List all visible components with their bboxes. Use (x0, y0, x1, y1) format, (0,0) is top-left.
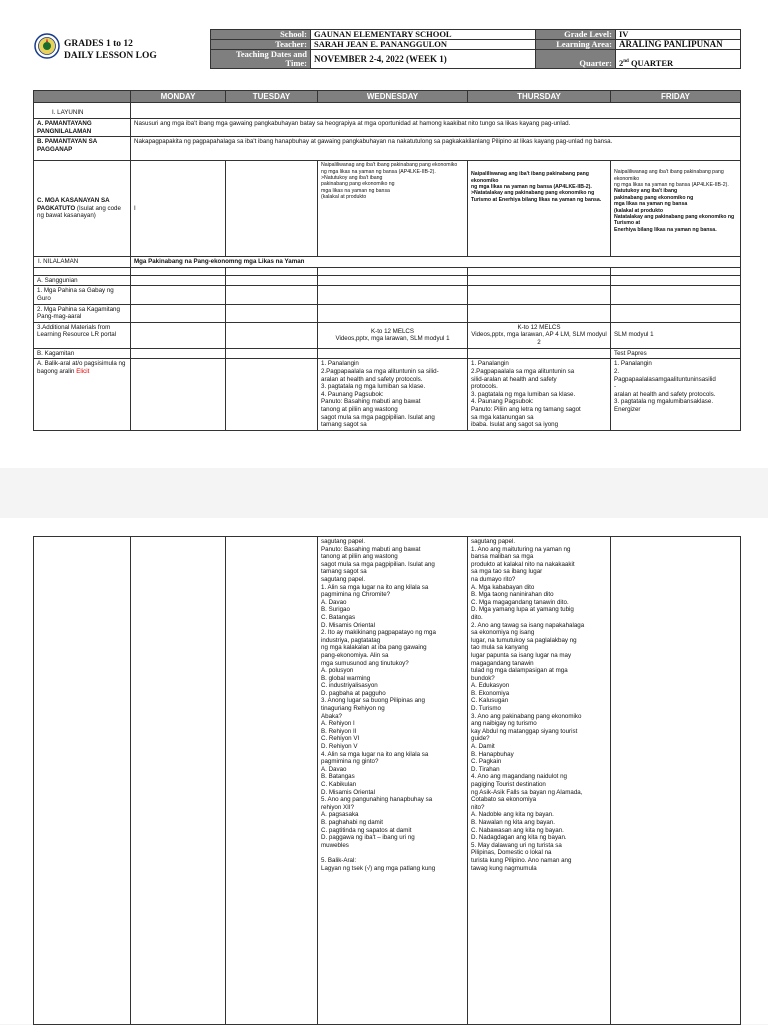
wednesday-question-line: 3. Anong lugar sa buong Pilipinas ang (321, 697, 425, 705)
thursday-question-line: sa mga tao sa ibang lugar (471, 568, 543, 576)
wednesday-question-line: C. Batangas (321, 613, 356, 621)
kasanayan-thu-line: ng mga likas na yaman ng bansa (AP4LKE-IIB-2). (471, 184, 592, 190)
day-header-monday: MONDAY (131, 91, 226, 103)
thursday-question-line: C. Kalusugan (471, 697, 509, 705)
wednesday-question-line: muwebles (321, 841, 349, 849)
thursday-question-line: bundok? (471, 674, 495, 682)
thursday-question-line: guide? (471, 735, 490, 743)
kasanayan-thu-line: >Natatalakay ang pakinabang pang ekonomiko ng Turismo at Enerhiya bilang likas na yaman ng bansa. (471, 190, 602, 203)
row-label-additional-materials: 3.Additional Materials from Learning Resource LR portal (34, 322, 131, 348)
balik-wed-line: tanong at piliin ang wastong (321, 405, 398, 413)
wednesday-question-line: sagutang papel. (321, 538, 366, 545)
wednesday-question-line: sagutang papel. (321, 575, 366, 583)
balik-wed-line: aralan at health and safety protocols. (321, 375, 423, 383)
thursday-question-line: A. Edukasyon (471, 682, 510, 690)
thursday-question-line: magagandang tanawin (471, 659, 534, 667)
thursday-question-line: D. Turismo (471, 705, 501, 713)
thursday-question-line: C. Mga magagandang tanawin dito. (471, 598, 569, 606)
balik-fri-line: - (614, 383, 617, 391)
title-line-1: GRADES 1 to 12 (64, 39, 133, 49)
balik-fri-line: Pagpapaalalasamgaalituntuninsasilid (614, 375, 716, 383)
balik-thu-line: 2.Pagpapaalala sa mga alituntunin sa (471, 367, 575, 375)
wednesday-question-line: Lagyan ng tsek (√) ang mga patlang kung (321, 864, 436, 872)
teaching-dates-value: NOVEMBER 2-4, 2022 (WEEK 1) (311, 50, 536, 69)
kasanayan-thu-line: Naipaliliwanag ang iba't ibang pakinabang pang ekonomiko (471, 171, 589, 184)
balik-thu-line: protocols. (471, 383, 498, 391)
balik-wed-line: 1. Panalangin (321, 360, 359, 368)
lesson-plan-table-continued (33, 536, 741, 1025)
thursday-question-line: sa ekonomiya ng isang (471, 629, 535, 637)
quarter-label: Quarter: (536, 50, 616, 69)
thursday-question-line: na dumayo rito? (471, 575, 516, 583)
kasanayan-thursday (468, 161, 611, 257)
wednesday-question-line: A. Davao (321, 598, 347, 606)
thursday-question-line: C. Nabawasan ang kita ng bayan. (471, 826, 564, 834)
wednesday-question-line: 1. Alin sa mga lugar na ito ang kilala sa (321, 583, 429, 591)
thursday-question-line: A. Damit (471, 743, 495, 751)
thursday-question-line: D. Nadagdagan ang kita ng bayan. (471, 834, 567, 842)
thursday-question-line: 5. May dalawang uri ng turista sa (471, 841, 562, 849)
kasanayan-fri-line: Natatalakay ang pakinabang pang ekonomiko ng Turismo at (614, 214, 735, 227)
thursday-question-line: A. Nadoble ang kita ng bayan. (471, 811, 554, 819)
title-line-2: DAILY LESSON LOG (64, 51, 157, 61)
balik-aral-thursday (468, 359, 611, 431)
quarter-number: 2 (619, 58, 624, 68)
kasanayan-monday: I (131, 161, 226, 257)
test-questions-wednesday (318, 537, 468, 1025)
thursday-question-line: bansa maliban sa mga (471, 553, 534, 561)
wednesday-question-line: D. pagbaha at pagguho (321, 689, 386, 697)
grade-level-label: Grade Level: (536, 30, 616, 40)
thursday-question-line: ang naibigay ng turismo (471, 720, 537, 728)
wednesday-question-line: tamang sagot sa (321, 568, 367, 576)
balik-thu-line: ibaba. Isulat ang sagot sa iyong (471, 421, 559, 429)
test-questions-thursday (468, 537, 611, 1025)
wednesday-question-line: 5. Balik-Aral: (321, 856, 357, 864)
wednesday-question-line: industriya, pagtatatag (321, 636, 381, 644)
thursday-question-line: kay Abdul ng matanggap siyang tourist (471, 727, 578, 735)
section-layunin: I. LAYUNIN (34, 103, 131, 119)
balik-wed-line: 3. pagtatala ng mga lumiban sa klase. (321, 383, 426, 391)
pamantayan-sa-pagganap-text: Nakapagpapakita ng pagpapahalaga sa iba't ibang hanapbuhay at gawaing pangkabuhayan na nakatutulong sa pagkakakilanlang Pilipino at likas kayang pag-unlad ng bansa. (131, 137, 741, 161)
wednesday-question-line: B. Batangas (321, 773, 355, 781)
balik-fri-line: aralan at health and safety protocols. (614, 390, 716, 398)
wednesday-question-line: B. Rehiyon II (321, 727, 357, 735)
wednesday-question-line: D. Misamis Oriental (321, 621, 375, 629)
kasanayan-wed-line: mga likas na yaman ng bansa (321, 187, 390, 194)
thursday-question-line: C. Pagkain (471, 758, 502, 766)
row-label-gabay-ng-guro: 1. Mga Pahina sa Gabay ng Guro (34, 286, 131, 304)
materials-thursday: K-to 12 MELCS Videos,pptx, mga larawan, AP 4 LM, SLM modyul 2 (468, 322, 611, 348)
wednesday-question-line: Panuto: Basahing mabuti ang bawat (321, 545, 421, 553)
thursday-question-line: D. Tirahan (471, 765, 500, 773)
quarter-suffix: nd (623, 59, 629, 65)
school-value: GAUNAN ELEMENTARY SCHOOL (311, 30, 536, 40)
section-kagamitan: B. Kagamitan (34, 348, 131, 359)
kasanayan-wed-line: ng mga likas na yaman ng bansa (AP4LKE-IIB-2). (321, 168, 436, 175)
wednesday-question-line: rehiyon XII? (321, 803, 355, 811)
wednesday-question-line: mga sumusunod ang tinutukoy? (321, 659, 409, 667)
wednesday-question-line: pagmimina ng ginto? (321, 758, 379, 766)
day-header-tuesday: TUESDAY (226, 91, 318, 103)
kasanayan-friday (611, 161, 741, 257)
thursday-question-line: B. Ekonomiya (471, 689, 510, 697)
wednesday-question-line: 4. Alin sa mga lugar na ito ang kilala sa (321, 750, 429, 758)
kasanayan-wed-line: (kalakal at produkto (321, 194, 367, 201)
thursday-question-line: B. Nawalan ng kita ang bayan. (471, 818, 555, 826)
thursday-question-line: tao mula sa kanyang (471, 644, 529, 652)
day-header-friday: FRIDAY (611, 91, 741, 103)
document-page-2 (0, 518, 768, 1024)
wednesday-question-line: sagot mula sa mga pagpipilian. Isulat ang (321, 560, 435, 568)
thursday-question-line: A. Mga kababayan dito (471, 583, 535, 591)
balik-fri-line: Energizer (614, 405, 641, 413)
document-title (64, 38, 157, 62)
wednesday-question-line: C. Rehiyon VI (321, 735, 360, 743)
wednesday-question-line: 5. Ano ang pangunahing hanapbuhay sa (321, 796, 433, 804)
thursday-question-line: Pilipinas, Domestic o lokal na (471, 849, 552, 857)
wednesday-question-line: ng mga kalakalan at iba pang gawaing (321, 644, 427, 652)
thursday-question-line: lugar, na tumutukoy sa paglalakbay ng (471, 636, 577, 644)
thursday-question-line: nito? (471, 803, 485, 811)
nilalaman-text: Mga Pakinabang na Pang-ekonomng mga Likas na Yaman (131, 257, 741, 268)
balik-wed-line: Panuto: Basahing mabuti ang bawat (321, 398, 421, 406)
wednesday-question-line (321, 849, 464, 857)
dates-label-line-2: Time: (285, 58, 307, 68)
wednesday-question-line: B. paghahabi ng damit (321, 818, 383, 826)
kasanayan-wed-line: Naipaliliwanag ang iba't ibang pakinabang pang ekonomiko (321, 162, 458, 169)
lesson-plan-table (33, 90, 741, 431)
materials-wednesday: K-to 12 MELCS Videos,pptx, mga larawan, SLM modyul 1 (318, 322, 468, 348)
thursday-question-line: 4. Ano ang magandang naidulot ng (471, 773, 567, 781)
wednesday-question-line: 2. Ito ay makikinang pagpapatayo ng mga (321, 629, 436, 637)
row-label-pamantayan-sa-pagganap: B. PAMANTAYAN SA PAGGANAP (34, 137, 131, 161)
learning-area-value: ARALING PANLIPUNAN (616, 40, 741, 50)
thursday-question-line: lugar papunta sa isang lugar na may (471, 651, 572, 659)
balik-wed-line: 4. Paunang Pagsubok: (321, 390, 384, 398)
learning-area-label: Learning Area: (536, 40, 616, 50)
day-header-wednesday: WEDNESDAY (318, 91, 468, 103)
thursday-question-line: tulad ng mga dalampasigan at mga (471, 667, 568, 675)
row-label-kagamitang-pang-mag-aaral: 2. Mga Pahina sa Kagamitang Pang-mag-aaral (34, 304, 131, 322)
balik-aral-friday (611, 359, 741, 431)
kasanayan-fri-line: Naipaliliwanag ang iba't ibang pakinabang pang ekonomiko (614, 169, 724, 182)
balik-fri-line: 1. Panalangin (614, 360, 652, 368)
kasanayan-fri-line: (kalakal at produkto (614, 207, 664, 214)
balik-aral-wednesday (318, 359, 468, 431)
balik-wed-line: sagot mula sa mga pagpipilian. Isulat ang (321, 413, 435, 421)
kasanayan-wed-line: pakinabang pang ekonomiko ng (321, 181, 395, 188)
wednesday-question-line: A. pagsasaka (321, 811, 359, 819)
thursday-question-line: pagiging Tourist destination (471, 781, 546, 788)
wednesday-question-line: tanong at piliin ang wastong (321, 553, 398, 561)
deped-seal-logo (34, 33, 60, 59)
row-label-kasanayan (34, 161, 131, 257)
header-info-table (210, 29, 741, 69)
teacher-value: SARAH JEAN E. PANANGGULON (311, 40, 536, 50)
row-label-pamantayang-pangnilalaman: A. PAMANTAYANG PANGNILALAMAN (34, 119, 131, 137)
balik-thu-line: silid-aralan at health and safety (471, 375, 557, 383)
wednesday-question-line: C. industriyalisasyon (321, 682, 378, 690)
wednesday-question-line: C. Kabikulan (321, 781, 357, 788)
dates-label-line-1: Teaching Dates and (235, 49, 307, 59)
quarter-word: QUARTER (630, 58, 674, 68)
thursday-question-line: dito. (471, 613, 483, 621)
wednesday-question-line: B. global warming (321, 674, 371, 682)
thursday-question-line: Cotabato sa ekonomiya (471, 796, 537, 804)
kasanayan-fri-line: mga likas na yaman ng bansa (614, 201, 688, 208)
school-label: School: (211, 30, 311, 40)
balik-wed-line: tamang sagot sa (321, 421, 367, 429)
balik-thu-line: 3. pagtatala ng mga lumiban sa klase. (471, 390, 576, 398)
thursday-question-line: sagutang papel. (471, 538, 516, 545)
row-label-balik-aral (34, 359, 131, 431)
kasanayan-wed-line: >Natutukoy ang iba't ibang (321, 175, 383, 181)
thursday-question-line: produkto at kalakal nito na nakakaakit (471, 560, 575, 568)
teacher-label: Teacher: (211, 40, 311, 50)
thursday-question-line: ng Asik-Asik Falls sa bayan ng Alamada, (471, 788, 583, 796)
thursday-question-line: 1. Ano ang maituturing na yaman ng (471, 545, 571, 553)
section-nilalaman: I. NILALAMAN (34, 257, 131, 268)
quarter-value (616, 50, 741, 69)
section-sanggunian: A. Sanggunian (34, 275, 131, 286)
wednesday-question-line: D. Misamis Oriental (321, 788, 375, 796)
balik-thu-line: sa mga katanungan sa (471, 413, 534, 421)
wednesday-question-line: A. Rehiyon I (321, 720, 355, 728)
balik-thu-line: 1. Panalangin (471, 360, 509, 368)
thursday-question-line: B. Hanapbuhay (471, 750, 514, 758)
pamantayang-pangnilalaman-text: Nasusuri ang mga iba't ibang mga gawaing pangkabuhayan batay sa heograpiya at mga oportunidad at hamong kaakibat nito tungo sa likas kayang pag-unlad. (131, 119, 741, 137)
kasanayan-fri-line: Natutukoy ang iba't ibang (614, 188, 678, 195)
balik-wed-line: 2.Pagpapaalala sa mga alituntunin sa silid- (321, 367, 439, 375)
thursday-question-line: B. Mga taong naninirahan dito (471, 591, 554, 599)
wednesday-question-line: D. Rehiyon V (321, 743, 358, 751)
kasanayan-title: C. MGA KASANAYAN SA PAGKATUTO (37, 197, 110, 212)
kasanayan-fri-line: Enerhiya bilang likas na yaman ng bansa. (614, 226, 717, 233)
kasanayan-fri-line: pakinabang pang ekonomiko ng (614, 194, 694, 201)
document-page-1 (0, 0, 768, 468)
wednesday-question-line: A. polusyon (321, 667, 354, 675)
wednesday-question-line: D. paggawa ng iba't – ibang uri ng (321, 834, 415, 842)
wednesday-question-line: pagmimina ng Chromite? (321, 591, 391, 599)
balik-fri-line: 2. (614, 367, 620, 375)
balik-thu-line: 4. Paunang Pagsubok: (471, 398, 534, 406)
wednesday-question-line: pang-ekonomiya. Alin sa (321, 651, 389, 659)
wednesday-question-line: B. Surigao (321, 606, 350, 614)
elicit-label: Elicit (76, 367, 90, 375)
thursday-question-line: 2. Ano ang tawag sa isang napakahalaga (471, 621, 585, 629)
balik-aral-label: A. Balik-aral at/o pagsisimula ng bagong aralin (37, 360, 126, 375)
kasanayan-fri-line: ng mga likas na yaman ng bansa (AP4LKE-IIB-2). (614, 182, 729, 188)
grade-level-value: IV (616, 30, 741, 40)
materials-friday: SLM modyul 1 (611, 322, 741, 348)
thursday-question-line: D. Mga yamang lupa at yamang tubig (471, 606, 574, 614)
wednesday-question-line: A. Davao (321, 765, 347, 773)
wednesday-question-line: tinaguriang Rehiyon ng (321, 705, 385, 713)
kasanayan-wednesday (318, 161, 468, 257)
wednesday-question-line: Abaka? (321, 712, 342, 720)
thursday-question-line: turista kung Pilipino. Ano naman ang (471, 856, 572, 864)
day-header-thursday: THURSDAY (468, 91, 611, 103)
wednesday-question-line: C. pagtitinda ng sapatos at damit (321, 826, 412, 834)
thursday-question-line: tawag kung nagmumula (471, 864, 537, 872)
teaching-dates-label (211, 50, 311, 69)
kasanayan-subtitle: (Isulat ang code ng bawat kasanayan) (37, 204, 121, 220)
kagamitan-friday: Test Papres (611, 348, 741, 359)
thursday-question-line: 3. Ano ang pakinabang pang ekonomiko (471, 712, 582, 720)
balik-fri-line: 3. pagtatala ng mgalumibansaklase. (614, 398, 714, 406)
balik-thu-line: Panuto: Piliin ang letra ng tamang sagot (471, 405, 581, 413)
